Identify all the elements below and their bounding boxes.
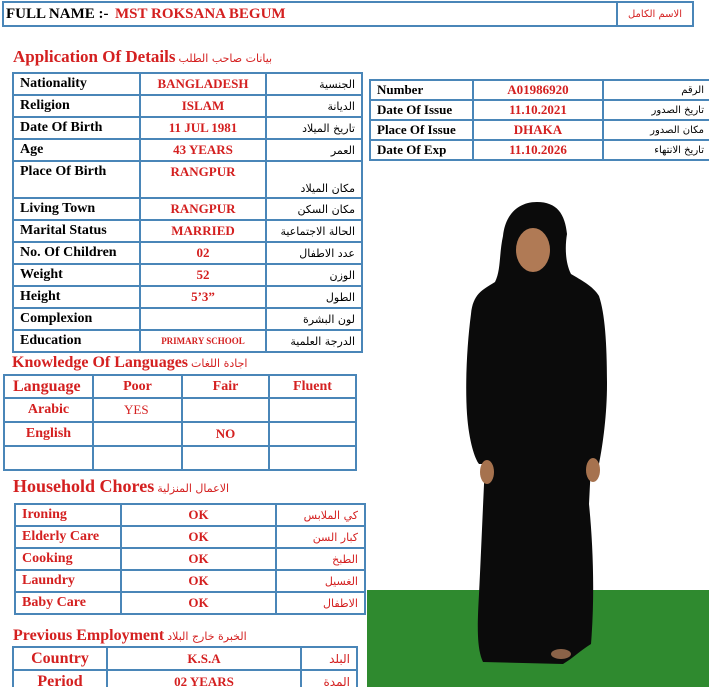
passport-label: Place Of Issue (370, 120, 473, 140)
passport-value: 11.10.2021 (473, 100, 603, 120)
chores-title-ar: الاعمال المنزلية (157, 482, 230, 495)
chore-value: OK (121, 504, 276, 526)
languages-header: Poor (93, 375, 182, 398)
chore-label: Elderly Care (15, 526, 121, 548)
languages-empty-cell (93, 446, 182, 470)
employment-title (13, 627, 247, 645)
languages-title (12, 354, 247, 372)
chore-ar: الغسيل (276, 570, 365, 592)
details-row (13, 73, 362, 95)
passport-label: Date Of Exp (370, 140, 473, 160)
details-ar: لون البشرة (266, 308, 362, 330)
details-ar: العمر (266, 139, 362, 161)
languages-title-ar: اجادة اللغات (191, 357, 248, 370)
passport-value: A01986920 (473, 80, 603, 100)
chore-value: OK (121, 570, 276, 592)
details-label: Date Of Birth (13, 117, 140, 139)
details-label: Living Town (13, 198, 140, 220)
details-ar: مكان السكن (266, 198, 362, 220)
languages-header: Language (4, 375, 93, 398)
language-fluent (269, 422, 356, 446)
details-label: Nationality (13, 73, 140, 95)
full-name-ar: الاسم الكامل (617, 2, 693, 26)
details-value: RANGPUR (140, 161, 266, 198)
details-row (13, 161, 362, 198)
details-title-text: Application Of Details (13, 47, 176, 66)
employment-row (13, 647, 357, 670)
details-value: 52 (140, 264, 266, 286)
language-fair: NO (182, 422, 269, 446)
chores-row (15, 548, 365, 570)
details-label: Place Of Birth (13, 161, 140, 198)
language-name: Arabic (4, 398, 93, 422)
chores-row (15, 592, 365, 614)
full-name-label: FULL NAME :- (3, 2, 113, 26)
employment-ar: المدة (301, 670, 357, 687)
details-value: 11 JUL 1981 (140, 117, 266, 139)
details-row (13, 198, 362, 220)
employment-title-text: Previous Employment (13, 627, 165, 644)
chore-value: OK (121, 526, 276, 548)
passport-ar: الرقم (603, 80, 709, 100)
details-title (13, 47, 272, 67)
chore-label: Baby Care (15, 592, 121, 614)
details-value: BANGLADESH (140, 73, 266, 95)
details-ar: مكان الميلاد (266, 161, 362, 198)
details-row (13, 139, 362, 161)
passport-row (370, 100, 709, 120)
details-row (13, 95, 362, 117)
details-value: PRIMARY SCHOOL (140, 330, 266, 352)
chore-ar: الاطفال (276, 592, 365, 614)
details-value: MARRIED (140, 220, 266, 242)
details-label: Age (13, 139, 140, 161)
passport-ar: مكان الصدور (603, 120, 709, 140)
chore-label: Ironing (15, 504, 121, 526)
passport-value: DHAKA (473, 120, 603, 140)
details-label: Complexion (13, 308, 140, 330)
details-row (13, 330, 362, 352)
passport-row (370, 140, 709, 160)
chore-label: Laundry (15, 570, 121, 592)
details-ar: الطول (266, 286, 362, 308)
passport-table (369, 79, 709, 161)
language-poor (93, 422, 182, 446)
details-value: 5’3” (140, 286, 266, 308)
employment-table (12, 646, 358, 687)
details-ar: الحالة الاجتماعية (266, 220, 362, 242)
details-label: Weight (13, 264, 140, 286)
details-ar: تاريخ الميلاد (266, 117, 362, 139)
chore-ar: كبار السن (276, 526, 365, 548)
language-name: English (4, 422, 93, 446)
details-value: 43 YEARS (140, 139, 266, 161)
passport-label: Number (370, 80, 473, 100)
passport-ar: تاريخ الانتهاء (603, 140, 709, 160)
passport-value: 11.10.2026 (473, 140, 603, 160)
chore-ar: كي الملابس (276, 504, 365, 526)
details-ar: الدرجة العلمية (266, 330, 362, 352)
languages-row (4, 422, 356, 446)
details-value: 02 (140, 242, 266, 264)
details-title-ar: بيانات صاحب الطلب (178, 52, 273, 65)
languages-empty-row (4, 446, 356, 470)
details-ar: الديانة (266, 95, 362, 117)
details-value (140, 308, 266, 330)
full-name-bar (2, 1, 694, 27)
languages-title-text: Knowledge Of Languages (12, 354, 189, 371)
details-ar: الوزن (266, 264, 362, 286)
chores-title-text: Household Chores (13, 476, 155, 496)
employment-row (13, 670, 357, 687)
details-value: RANGPUR (140, 198, 266, 220)
chores-row (15, 526, 365, 548)
details-row (13, 286, 362, 308)
languages-table (3, 374, 357, 471)
employment-title-ar: الخبرة خارج البلاد (167, 630, 247, 643)
chore-value: OK (121, 548, 276, 570)
details-value: ISLAM (140, 95, 266, 117)
languages-empty-cell (4, 446, 93, 470)
details-label: No. Of Children (13, 242, 140, 264)
details-ar: الجنسية (266, 73, 362, 95)
languages-empty-cell (269, 446, 356, 470)
chore-ar: الطبخ (276, 548, 365, 570)
person-figure (367, 174, 709, 687)
details-row (13, 242, 362, 264)
employment-value: 02 YEARS (107, 670, 301, 687)
chore-label: Cooking (15, 548, 121, 570)
language-fluent (269, 398, 356, 422)
details-table (12, 72, 363, 353)
language-poor: YES (93, 398, 182, 422)
details-label: Education (13, 330, 140, 352)
details-ar: عدد الاطفال (266, 242, 362, 264)
employment-value: K.S.A (107, 647, 301, 670)
languages-row (4, 398, 356, 422)
chores-table (14, 503, 366, 615)
languages-empty-cell (182, 446, 269, 470)
passport-label: Date Of Issue (370, 100, 473, 120)
details-label: Religion (13, 95, 140, 117)
employment-label: Country (13, 647, 107, 670)
applicant-photo (367, 174, 709, 687)
chores-title (13, 476, 229, 497)
chores-row (15, 504, 365, 526)
languages-header: Fair (182, 375, 269, 398)
languages-header: Fluent (269, 375, 356, 398)
details-row (13, 117, 362, 139)
languages-header-row (4, 375, 356, 398)
full-name-value: MST ROKSANA BEGUM (113, 2, 617, 26)
language-fair (182, 398, 269, 422)
details-row (13, 308, 362, 330)
employment-label: Period (13, 670, 107, 687)
passport-row (370, 120, 709, 140)
employment-ar: البلد (301, 647, 357, 670)
chores-row (15, 570, 365, 592)
details-row (13, 220, 362, 242)
passport-ar: تاريخ الصدور (603, 100, 709, 120)
passport-row (370, 80, 709, 100)
chore-value: OK (121, 592, 276, 614)
details-label: Marital Status (13, 220, 140, 242)
details-row (13, 264, 362, 286)
details-label: Height (13, 286, 140, 308)
